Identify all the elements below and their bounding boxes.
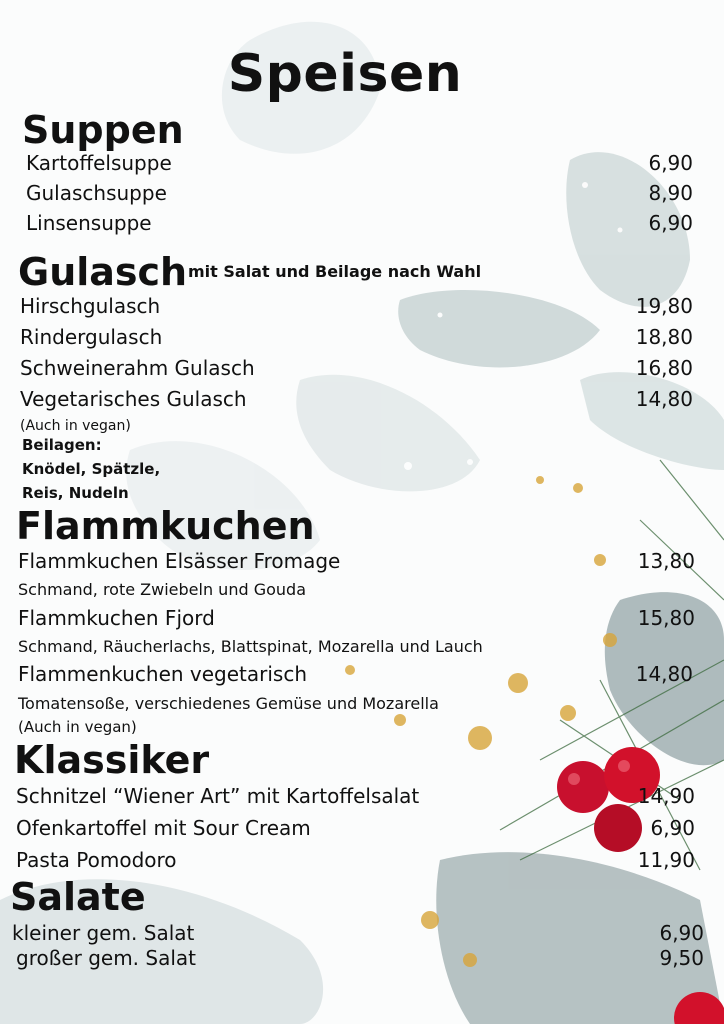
menu-item-price: 14,90 — [637, 784, 695, 808]
section-heading-klassiker: Klassiker — [14, 738, 210, 782]
menu-item-name: Flammkuchen Fjord — [18, 606, 215, 630]
menu-item-name: Schnitzel “Wiener Art” mit Kartoffelsalat — [16, 784, 420, 808]
section-heading-gulasch: Gulasch — [18, 250, 188, 294]
menu-item-name: Vegetarisches Gulasch — [20, 387, 247, 411]
menu-item-price: 6,90 — [659, 921, 704, 945]
menu-item-name: Flammkuchen Elsässer Fromage — [18, 549, 341, 573]
section-subheading: mit Salat und Beilage nach Wahl — [188, 262, 482, 281]
menu-item-price: 19,80 — [635, 294, 693, 318]
menu-item-description: Schmand, Räucherlachs, Blattspinat, Mozarella und Lauch — [18, 637, 483, 656]
menu-item-price: 6,90 — [648, 211, 693, 235]
menu-item-name: Rindergulasch — [20, 325, 163, 349]
vegan-note: (Auch in vegan) — [20, 418, 131, 434]
section-heading-flammkuchen: Flammkuchen — [16, 504, 315, 548]
beilagen-line: Knödel, Spätzle, — [22, 460, 161, 478]
menu-item-price: 14,80 — [635, 662, 693, 686]
menu-item-name: Linsensuppe — [26, 211, 152, 235]
leaf-shape — [296, 375, 480, 492]
menu-item-name: Schweinerahm Gulasch — [20, 356, 255, 380]
section-heading-salate: Salate — [10, 875, 146, 919]
beilagen-label: Beilagen: — [22, 436, 102, 454]
menu-item-name: Gulaschsuppe — [26, 181, 167, 205]
leaf-shape — [398, 290, 600, 367]
menu-item-name: Hirschgulasch — [20, 294, 161, 318]
beilagen-line: Reis, Nudeln — [22, 484, 129, 502]
menu-item-name: Pasta Pomodoro — [16, 848, 177, 872]
menu-item-name: Flammenkuchen vegetarisch — [18, 662, 308, 686]
menu-item-price: 16,80 — [635, 356, 693, 380]
menu-item-price: 13,80 — [637, 549, 695, 573]
menu-item-price: 11,90 — [637, 848, 695, 872]
page-title: Speisen — [227, 44, 463, 104]
menu-item-price: 15,80 — [637, 606, 695, 630]
menu-item-price: 18,80 — [635, 325, 693, 349]
menu-item-price: 6,90 — [648, 151, 693, 175]
menu-item-price: 9,50 — [659, 946, 704, 970]
menu-item-price: 14,80 — [635, 387, 693, 411]
menu-item-price: 6,90 — [650, 816, 695, 840]
menu-item-description: Schmand, rote Zwiebeln und Gouda — [18, 580, 306, 599]
menu-item-price: 8,90 — [648, 181, 693, 205]
menu-item-name: Kartoffelsuppe — [26, 151, 172, 175]
vegan-note: (Auch in vegan) — [18, 718, 137, 736]
menu-item-name: kleiner gem. Salat — [12, 921, 195, 945]
menu-item-name: großer gem. Salat — [16, 946, 196, 970]
menu-item-name: Ofenkartoffel mit Sour Cream — [16, 816, 311, 840]
section-heading-suppen: Suppen — [22, 108, 184, 152]
menu-item-description: Tomatensoße, verschiedenes Gemüse und Mozarella — [18, 694, 439, 713]
